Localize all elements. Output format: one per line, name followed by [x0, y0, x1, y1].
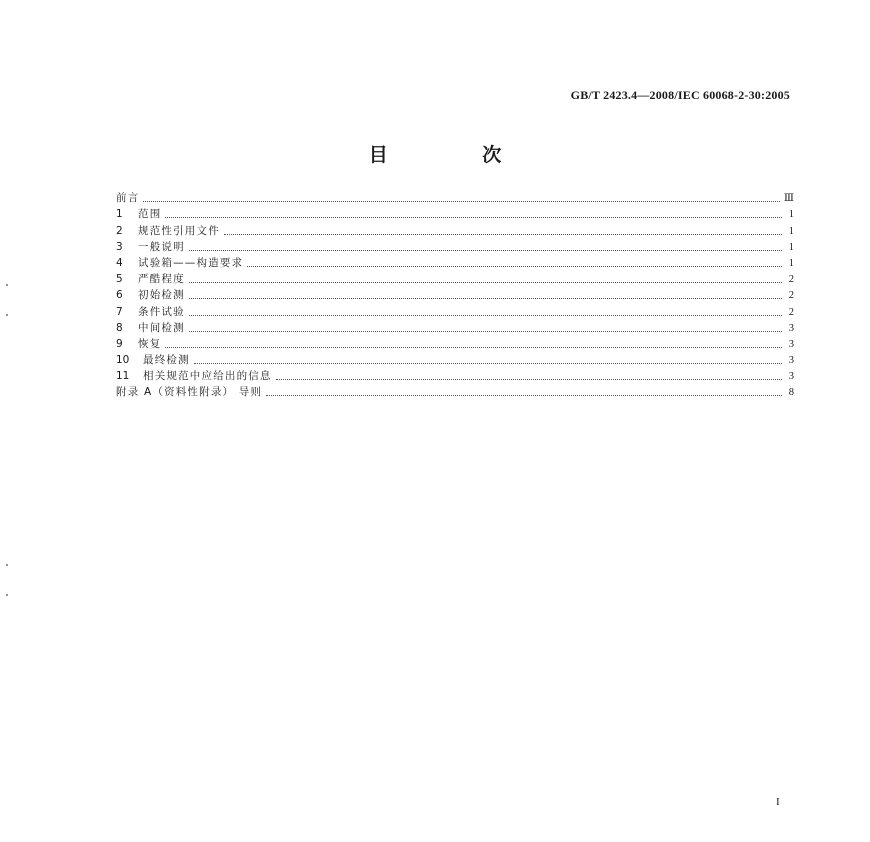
toc-entry-page: 1 [788, 257, 794, 269]
toc-entry-label: 范围 [138, 208, 162, 221]
standard-code: GB/T 2423.4—2008/IEC 60068-2-30:2005 [570, 88, 790, 102]
toc-leader-dots [165, 347, 782, 348]
toc-leader-dots [189, 298, 782, 299]
toc-leader-dots [247, 266, 782, 267]
toc-leader-dots [165, 217, 782, 218]
toc-entry-page: 3 [788, 338, 794, 350]
toc-entry-11[interactable] [116, 367, 794, 383]
toc-title: 目 次 [368, 144, 546, 166]
toc-entry-page: 8 [788, 387, 794, 399]
toc-entry-label: 初始检测 [138, 289, 185, 302]
toc-leader-dots [276, 379, 782, 380]
toc-entry-4[interactable] [116, 254, 794, 270]
toc-entry-number: 4 [116, 256, 123, 269]
scan-speck [6, 314, 8, 316]
toc-entry-number: 9 [116, 337, 123, 350]
toc-entry-number: 5 [116, 273, 123, 286]
toc-entry-label: 附录 A（资料性附录） 导则 [116, 386, 263, 399]
toc-entry-label: 规范性引用文件 [138, 224, 220, 237]
toc-entry-label: 中间检测 [138, 321, 185, 334]
toc-entry-annex-a[interactable] [116, 383, 794, 399]
toc-entry-label: 一般说明 [138, 240, 185, 253]
toc-entry-page: 2 [788, 274, 794, 286]
toc-entry-label: 严酷程度 [138, 273, 185, 286]
scan-speck [6, 594, 8, 596]
toc-leader-dots [224, 234, 782, 235]
toc-entry-7[interactable] [116, 302, 794, 318]
toc-entry-page: 1 [788, 225, 794, 237]
toc-entry-number: 6 [116, 289, 123, 302]
toc-leader-dots [189, 282, 782, 283]
scan-speck [6, 564, 8, 566]
page-number: I [776, 796, 780, 808]
toc-leader-dots [189, 250, 782, 251]
toc-entry-5[interactable] [116, 270, 794, 286]
toc-entry-number: 2 [116, 224, 123, 237]
toc-leader-dots [189, 331, 782, 332]
toc-list [116, 189, 794, 399]
toc-entry-3[interactable] [116, 238, 794, 254]
toc-entry-page: 2 [788, 290, 794, 302]
toc-entry-number: 7 [116, 305, 123, 318]
toc-entry-label: 前言 [116, 192, 140, 205]
scan-speck [6, 284, 8, 286]
toc-leader-dots [266, 395, 782, 396]
toc-entry-page: 1 [788, 241, 794, 253]
toc-entry-10[interactable] [116, 351, 794, 367]
toc-entry-label: 条件试验 [138, 305, 185, 318]
toc-entry-page: 3 [788, 371, 794, 383]
toc-entry-number: 3 [116, 240, 123, 253]
toc-entry-9[interactable] [116, 335, 794, 351]
toc-entry-page: 3 [788, 322, 794, 334]
toc-entry-number: 11 [116, 370, 130, 383]
toc-entry-8[interactable] [116, 319, 794, 335]
toc-leader-dots [189, 315, 782, 316]
toc-entry-page: 2 [788, 306, 794, 318]
toc-entry-page: Ⅲ [783, 193, 794, 205]
toc-leader-dots [194, 363, 782, 364]
toc-entry-label: 相关规范中应给出的信息 [143, 370, 272, 383]
toc-leader-dots [143, 201, 779, 202]
toc-entry-6[interactable] [116, 286, 794, 302]
toc-entry-number: 1 [116, 208, 123, 221]
toc-entry-number: 10 [116, 354, 130, 367]
toc-entry-foreword[interactable] [116, 189, 794, 205]
toc-entry-label: 试验箱——构造要求 [138, 256, 244, 269]
toc-entry-number: 8 [116, 321, 123, 334]
toc-entry-label: 恢复 [138, 337, 162, 350]
toc-entry-page: 1 [788, 209, 794, 221]
toc-entry-2[interactable] [116, 221, 794, 237]
toc-entry-1[interactable] [116, 205, 794, 221]
toc-entry-label: 最终检测 [143, 354, 190, 367]
toc-entry-page: 3 [788, 355, 794, 367]
